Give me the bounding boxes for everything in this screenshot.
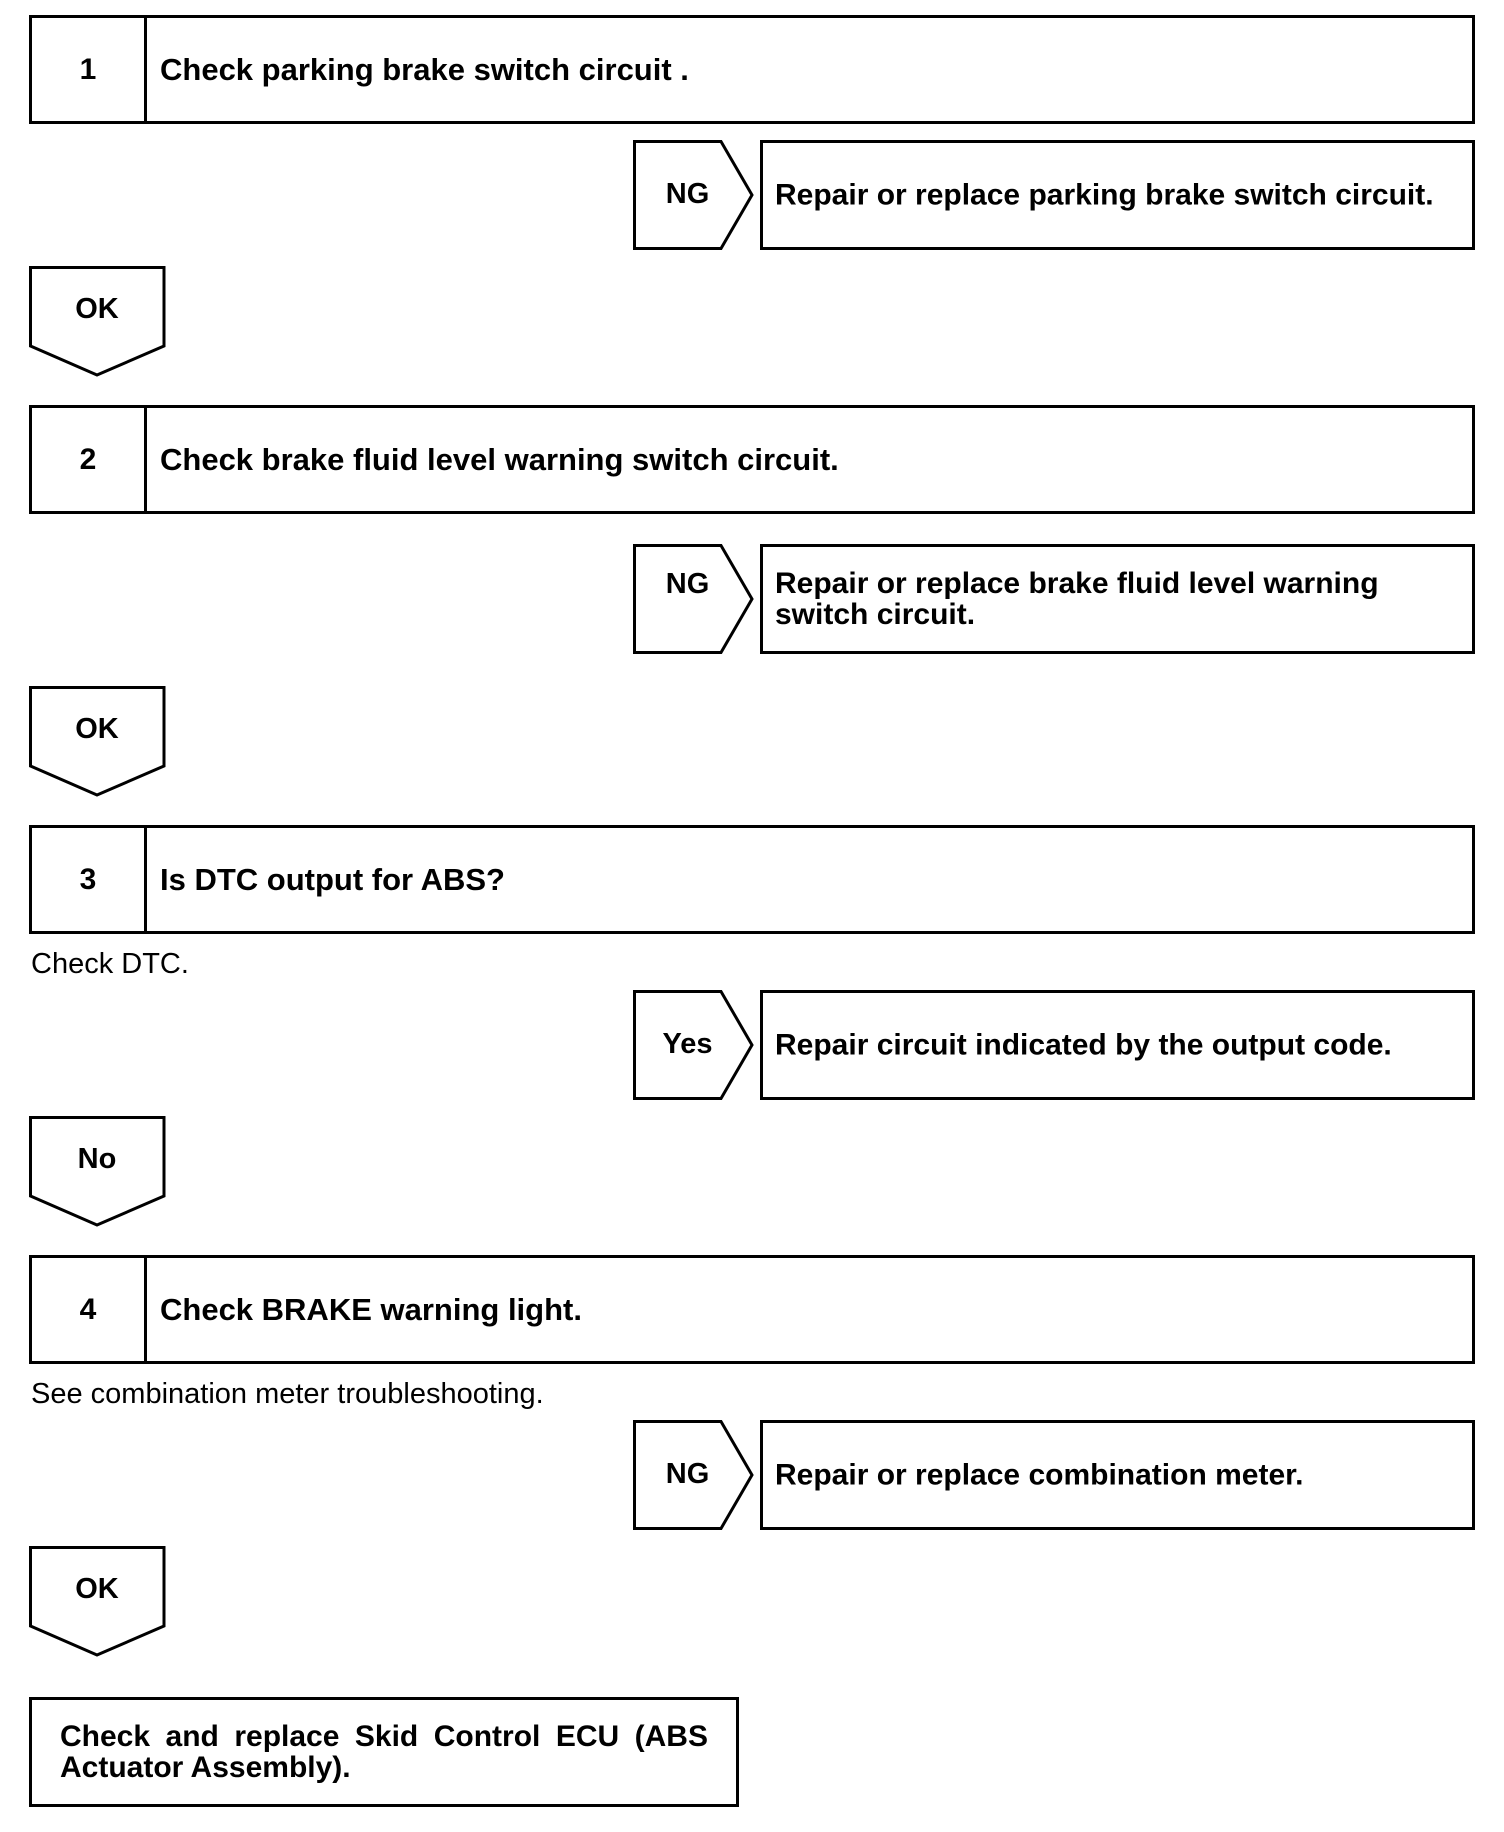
step-1-ng-label: NG <box>665 178 710 210</box>
step-1-ng-result-box <box>760 140 1475 250</box>
step-1-title: Check parking brake switch circuit . <box>160 51 689 87</box>
step-3-yes-label: Yes <box>662 1028 713 1060</box>
step-4-note: See combination meter troubleshooting. <box>31 1378 544 1410</box>
step-4-ng-label: NG <box>665 1458 710 1490</box>
step-1-ok-label: OK <box>75 293 119 325</box>
step-2-box <box>29 405 1475 514</box>
final-action-box <box>29 1697 739 1807</box>
step-4-ng-result: Repair or replace combination meter. <box>775 1458 1304 1492</box>
step-1-box <box>29 15 1475 124</box>
step-2-ok-label: OK <box>75 713 119 745</box>
step-2-number: 2 <box>32 408 147 511</box>
step-3-title: Is DTC output for ABS? <box>160 861 505 897</box>
step-3-no-label: No <box>77 1143 117 1175</box>
final-action-text: Check and replace Skid Control ECU (ABS Actuator Assembly). <box>60 1720 708 1784</box>
step-4-ng-result-box <box>760 1420 1475 1530</box>
step-3-number: 3 <box>32 828 147 931</box>
step-4-title: Check BRAKE warning light. <box>160 1291 582 1327</box>
step-1-ng-result: Repair or replace parking brake switch circuit. <box>775 178 1434 212</box>
step-3-note: Check DTC. <box>31 948 189 980</box>
step-3-yes-result: Repair circuit indicated by the output code. <box>775 1028 1392 1062</box>
step-2-ng-label: NG <box>665 568 710 600</box>
step-2-title: Check brake fluid level warning switch circuit. <box>160 441 839 477</box>
step-4-box <box>29 1255 1475 1364</box>
step-2-ng-result: Repair or replace brake fluid level warning switch circuit. <box>775 567 1379 631</box>
step-2-ng-result-box <box>760 544 1475 654</box>
step-4-ok-label: OK <box>75 1573 119 1605</box>
step-1-number: 1 <box>32 18 147 121</box>
step-3-box <box>29 825 1475 934</box>
step-3-yes-result-box <box>760 990 1475 1100</box>
step-4-number: 4 <box>32 1258 147 1361</box>
